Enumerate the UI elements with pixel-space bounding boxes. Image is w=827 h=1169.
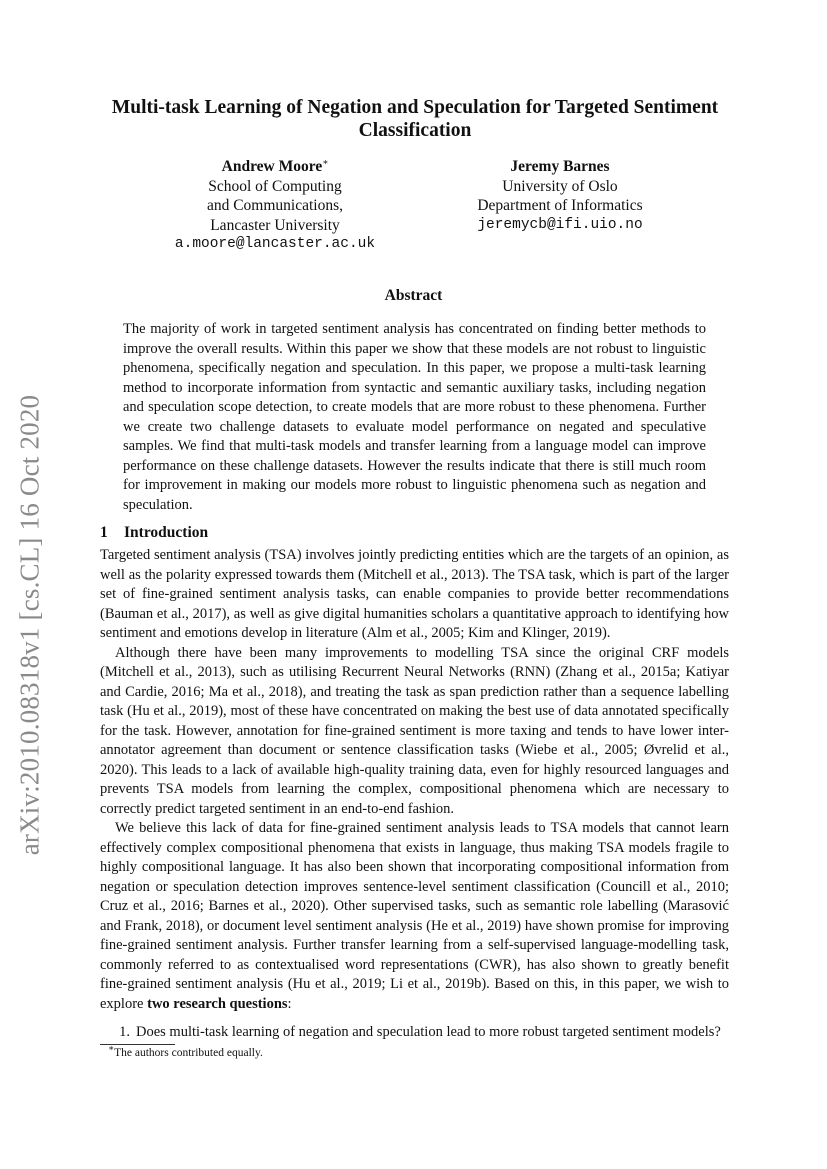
section-heading-introduction bbox=[100, 524, 208, 542]
paragraph: Targeted sentiment analysis (TSA) involves jointly predicting entities which are the targets of an opinion, as well as the polarity expressed towards them (Mitchell et al., 2013). The TSA task, which is part of the larger set of fine-grained sentiment analysis tasks, can enable companies to provide better recommendations (Bauman et al., 2017), as well as give digital humanities scholars a quantitative approach to identifying how sentiment and emotions develop in literature (Alm et al., 2005; Kim and Klinger, 2019). bbox=[100, 547, 729, 641]
author-affiliation-line: University of Oslo bbox=[502, 177, 618, 195]
author-email: a.moore@lancaster.ac.uk bbox=[174, 236, 376, 252]
arxiv-sidebar-stamp bbox=[0, 365, 60, 885]
paragraph: Although there have been many improvements to modelling TSA since the original CRF models (Mitchell et al., 2013), such as utilising Recurrent Neural Networks (RNN) (Zhang et al., 2015a; Katiyar and Cardie, 2016; Ma et al., 2018), and treating the task as span prediction rather than a sequence labelling task (Hu et al., 2019), most of these have concentrated on making the best use of data annotated specifically for the task. However, annotation for fine-grained sentiment is more taxing and tends to have lower inter-annotator agreement than document or sentence classification tasks (Wiebe et al., 2005; Øvrelid et al., 2020). This leads to a lack of available high-quality training data, even for highly resourced languages and prevents TSA models from learning the complex, compositional phenomena which are necessary to correctly predict targeted sentiment in an end-to-end fashion. bbox=[100, 644, 729, 817]
introduction-body bbox=[100, 546, 729, 1014]
author-affiliation-line: School of Computing bbox=[208, 177, 342, 195]
research-question-list bbox=[100, 1023, 729, 1043]
paragraph bbox=[100, 819, 729, 1014]
paragraph-punctuation: : bbox=[287, 995, 292, 1012]
abstract-text: The majority of work in targeted sentiment analysis has concentrated on finding better methods to improve the overall results. Within this paper we show that these models are not robust to linguistic phenomena, specifically negation and speculation. In this paper, we propose a multi-task learning method to incorporate information from syntactic and semantic auxiliary tasks, including negation and speculation scope detection, to create models that are more robust to these phenomena. Further we create two challenge datasets to evaluate model performance on negated and speculative samples. We find that multi-task models and transfer learning from a language model can improve performance on these challenge datasets. However the results indicate that there is still much room for improvement in making our models more robust to linguistic phenomena such as negation and speculation. bbox=[123, 321, 706, 513]
author-block-barnes bbox=[440, 157, 680, 235]
list-item-number: 1. bbox=[119, 1024, 130, 1040]
author-affiliation-line: Department of Informatics bbox=[477, 197, 643, 214]
emphasis-text: two research questions bbox=[147, 995, 288, 1012]
section-title: Introduction bbox=[124, 524, 209, 541]
arxiv-identifier: arXiv:2010.08318v1 [cs.CL] 16 Oct 2020 bbox=[14, 394, 45, 856]
list-item-text: Does multi-task learning of negation and speculation lead to more robust targeted sentiment models? bbox=[136, 1024, 721, 1040]
paragraph-text: We believe this lack of data for fine-grained sentiment analysis leads to TSA models that cannot learn effectively complex compositional phenomena that exists in language, thus making TSA models fragile to highly compositional language. It has also been shown that incorporating compositional information from negation or speculation detection improves sentence-level sentiment classification (Councill et al., 2010; Cruz et al., 2016; Barnes et al., 2020). Other supervised tasks, such as semantic role labelling (Marasović and Frank, 2018), or document level sentiment analysis (He et al., 2019) have shown promise for improving fine-grained sentiment analysis. Further transfer learning from a self-supervised language-modelling task, commonly referred to as contextualised word representations (CWR), has also shown to greatly benefit fine-grained sentiment analysis (Hu et al., 2019; Li et al., 2019b). Based on this, in this paper, we wish to explore bbox=[100, 820, 729, 1012]
author-name: Andrew Moore bbox=[221, 158, 323, 175]
equal-contribution-mark: ∗ bbox=[322, 156, 329, 167]
list-item bbox=[100, 1023, 729, 1043]
abstract-heading: Abstract bbox=[384, 287, 443, 304]
author-block-moore bbox=[155, 157, 395, 255]
paper-title: Multi-task Learning of Negation and Speculation for Targeted Sentiment Classification bbox=[111, 97, 719, 141]
author-name: Jeremy Barnes bbox=[510, 158, 610, 175]
footnote-text: The authors contributed equally. bbox=[114, 1047, 263, 1059]
footnote-mark: ∗ bbox=[108, 1043, 115, 1054]
section-number: 1 bbox=[100, 524, 108, 541]
footnote bbox=[108, 1043, 263, 1060]
author-affiliation-line: and Communications, bbox=[206, 197, 344, 214]
author-affiliation-line: Lancaster University bbox=[210, 216, 340, 234]
author-email: jeremycb@ifi.uio.no bbox=[477, 216, 643, 233]
